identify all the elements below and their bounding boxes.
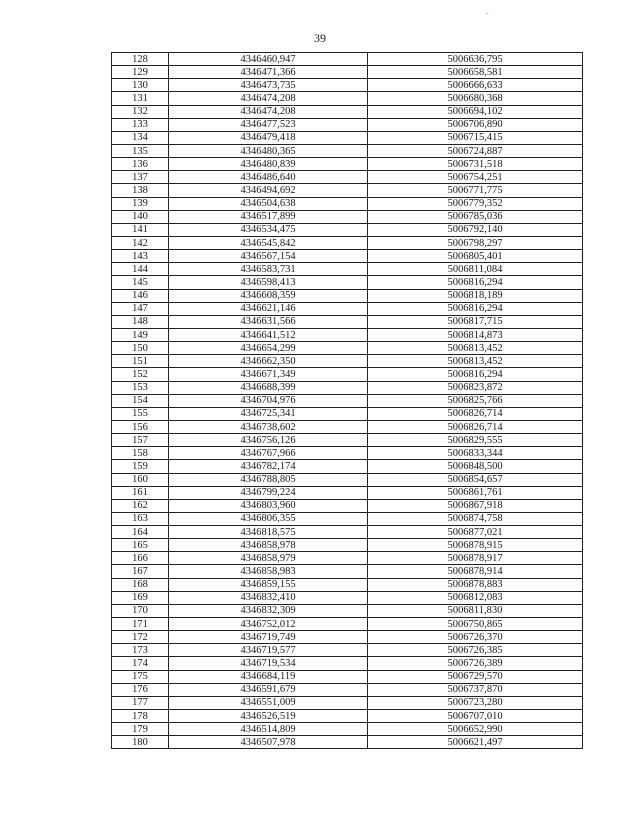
table-row — [112, 420, 583, 433]
y-coordinate-cell: 5006826,714 — [368, 420, 583, 433]
table-row — [112, 223, 583, 236]
y-coordinate-cell: 5006723,280 — [368, 696, 583, 709]
table-row — [112, 144, 583, 157]
point-number-cell: 165 — [112, 539, 169, 552]
y-coordinate-cell: 5006726,389 — [368, 657, 583, 670]
y-coordinate-cell: 5006823,872 — [368, 381, 583, 394]
table-row — [112, 197, 583, 210]
x-coordinate-cell: 4346551,009 — [169, 696, 368, 709]
y-coordinate-cell: 5006636,795 — [368, 53, 583, 66]
page-number: 39 — [314, 31, 326, 45]
point-number-cell: 169 — [112, 591, 169, 604]
x-coordinate-cell: 4346567,154 — [169, 250, 368, 263]
table-row — [112, 460, 583, 473]
x-coordinate-cell: 4346767,966 — [169, 447, 368, 460]
point-number-cell: 148 — [112, 315, 169, 328]
table-row — [112, 565, 583, 578]
point-number-cell: 149 — [112, 328, 169, 341]
y-coordinate-cell: 5006792,140 — [368, 223, 583, 236]
x-coordinate-cell: 4346704,976 — [169, 394, 368, 407]
point-number-cell: 173 — [112, 644, 169, 657]
point-number-cell: 137 — [112, 171, 169, 184]
table-row — [112, 79, 583, 92]
x-coordinate-cell: 4346832,410 — [169, 591, 368, 604]
y-coordinate-cell: 5006750,865 — [368, 618, 583, 631]
table-row — [112, 604, 583, 617]
y-coordinate-cell: 5006805,401 — [368, 250, 583, 263]
point-number-cell: 134 — [112, 131, 169, 144]
point-number-cell: 128 — [112, 53, 169, 66]
table-row — [112, 512, 583, 525]
table-row — [112, 486, 583, 499]
x-coordinate-cell: 4346782,174 — [169, 460, 368, 473]
table-row — [112, 657, 583, 670]
y-coordinate-cell: 5006818,189 — [368, 289, 583, 302]
y-coordinate-cell: 5006867,918 — [368, 499, 583, 512]
point-number-cell: 179 — [112, 723, 169, 736]
point-number-cell: 146 — [112, 289, 169, 302]
table-row — [112, 368, 583, 381]
x-coordinate-cell: 4346480,839 — [169, 158, 368, 171]
x-coordinate-cell: 4346858,978 — [169, 539, 368, 552]
y-coordinate-cell: 5006621,497 — [368, 736, 583, 749]
point-number-cell: 151 — [112, 355, 169, 368]
table-row — [112, 631, 583, 644]
y-coordinate-cell: 5006833,344 — [368, 447, 583, 460]
table-row — [112, 302, 583, 315]
table-row — [112, 184, 583, 197]
point-number-cell: 140 — [112, 210, 169, 223]
point-number-cell: 170 — [112, 604, 169, 617]
table-row — [112, 670, 583, 683]
y-coordinate-cell: 5006816,294 — [368, 276, 583, 289]
point-number-cell: 155 — [112, 407, 169, 420]
y-coordinate-cell: 5006854,657 — [368, 473, 583, 486]
coordinates-table — [111, 52, 583, 749]
x-coordinate-cell: 4346688,399 — [169, 381, 368, 394]
x-coordinate-cell: 4346471,366 — [169, 66, 368, 79]
x-coordinate-cell: 4346752,012 — [169, 618, 368, 631]
point-number-cell: 158 — [112, 447, 169, 460]
table-row — [112, 434, 583, 447]
point-number-cell: 135 — [112, 144, 169, 157]
y-coordinate-cell: 5006874,758 — [368, 512, 583, 525]
table-row — [112, 526, 583, 539]
table-row — [112, 276, 583, 289]
x-coordinate-cell: 4346598,413 — [169, 276, 368, 289]
y-coordinate-cell: 5006726,370 — [368, 631, 583, 644]
y-coordinate-cell: 5006811,830 — [368, 604, 583, 617]
x-coordinate-cell: 4346486,640 — [169, 171, 368, 184]
point-number-cell: 174 — [112, 657, 169, 670]
table-row — [112, 328, 583, 341]
table-row — [112, 473, 583, 486]
x-coordinate-cell: 4346608,359 — [169, 289, 368, 302]
y-coordinate-cell: 5006771,775 — [368, 184, 583, 197]
table-row — [112, 644, 583, 657]
x-coordinate-cell: 4346460,947 — [169, 53, 368, 66]
y-coordinate-cell: 5006829,555 — [368, 434, 583, 447]
y-coordinate-cell: 5006812,083 — [368, 591, 583, 604]
point-number-cell: 139 — [112, 197, 169, 210]
point-number-cell: 163 — [112, 512, 169, 525]
x-coordinate-cell: 4346514,809 — [169, 723, 368, 736]
table-row — [112, 683, 583, 696]
table-row — [112, 263, 583, 276]
table-row — [112, 53, 583, 66]
point-number-cell: 162 — [112, 499, 169, 512]
x-coordinate-cell: 4346641,512 — [169, 328, 368, 341]
y-coordinate-cell: 5006817,715 — [368, 315, 583, 328]
y-coordinate-cell: 5006816,294 — [368, 368, 583, 381]
y-coordinate-cell: 5006715,415 — [368, 131, 583, 144]
table-row — [112, 407, 583, 420]
point-number-cell: 177 — [112, 696, 169, 709]
y-coordinate-cell: 5006754,251 — [368, 171, 583, 184]
point-number-cell: 168 — [112, 578, 169, 591]
x-coordinate-cell: 4346621,146 — [169, 302, 368, 315]
y-coordinate-cell: 5006724,887 — [368, 144, 583, 157]
y-coordinate-cell: 5006813,452 — [368, 355, 583, 368]
point-number-cell: 132 — [112, 105, 169, 118]
y-coordinate-cell: 5006652,990 — [368, 723, 583, 736]
x-coordinate-cell: 4346818,575 — [169, 526, 368, 539]
y-coordinate-cell: 5006666,633 — [368, 79, 583, 92]
x-coordinate-cell: 4346504,638 — [169, 197, 368, 210]
point-number-cell: 131 — [112, 92, 169, 105]
table-row — [112, 66, 583, 79]
table-row — [112, 591, 583, 604]
x-coordinate-cell: 4346799,224 — [169, 486, 368, 499]
table-row — [112, 289, 583, 302]
y-coordinate-cell: 5006706,890 — [368, 118, 583, 131]
x-coordinate-cell: 4346725,341 — [169, 407, 368, 420]
point-number-cell: 141 — [112, 223, 169, 236]
x-coordinate-cell: 4346719,577 — [169, 644, 368, 657]
point-number-cell: 171 — [112, 618, 169, 631]
x-coordinate-cell: 4346858,983 — [169, 565, 368, 578]
x-coordinate-cell: 4346859,155 — [169, 578, 368, 591]
point-number-cell: 178 — [112, 710, 169, 723]
y-coordinate-cell: 5006707,010 — [368, 710, 583, 723]
table-row — [112, 342, 583, 355]
table-row — [112, 578, 583, 591]
table-row — [112, 736, 583, 749]
x-coordinate-cell: 4346507,978 — [169, 736, 368, 749]
x-coordinate-cell: 4346583,731 — [169, 263, 368, 276]
table-row — [112, 696, 583, 709]
x-coordinate-cell: 4346473,735 — [169, 79, 368, 92]
y-coordinate-cell: 5006785,036 — [368, 210, 583, 223]
x-coordinate-cell: 4346591,679 — [169, 683, 368, 696]
x-coordinate-cell: 4346684,119 — [169, 670, 368, 683]
table-row — [112, 447, 583, 460]
point-number-cell: 157 — [112, 434, 169, 447]
x-coordinate-cell: 4346479,418 — [169, 131, 368, 144]
y-coordinate-cell: 5006737,870 — [368, 683, 583, 696]
table-row — [112, 92, 583, 105]
point-number-cell: 144 — [112, 263, 169, 276]
table-row — [112, 105, 583, 118]
y-coordinate-cell: 5006861,761 — [368, 486, 583, 499]
table-row — [112, 394, 583, 407]
x-coordinate-cell: 4346494,692 — [169, 184, 368, 197]
table-row — [112, 210, 583, 223]
point-number-cell: 154 — [112, 394, 169, 407]
table-row — [112, 539, 583, 552]
point-number-cell: 159 — [112, 460, 169, 473]
x-coordinate-cell: 4346803,960 — [169, 499, 368, 512]
point-number-cell: 138 — [112, 184, 169, 197]
point-number-cell: 172 — [112, 631, 169, 644]
x-coordinate-cell: 4346719,749 — [169, 631, 368, 644]
point-number-cell: 130 — [112, 79, 169, 92]
x-coordinate-cell: 4346858,979 — [169, 552, 368, 565]
point-number-cell: 166 — [112, 552, 169, 565]
point-number-cell: 180 — [112, 736, 169, 749]
point-number-cell: 147 — [112, 302, 169, 315]
x-coordinate-cell: 4346738,602 — [169, 420, 368, 433]
y-coordinate-cell: 5006825,766 — [368, 394, 583, 407]
corner-mark: - — [486, 9, 489, 18]
x-coordinate-cell: 4346480,365 — [169, 144, 368, 157]
point-number-cell: 175 — [112, 670, 169, 683]
x-coordinate-cell: 4346832,309 — [169, 604, 368, 617]
point-number-cell: 145 — [112, 276, 169, 289]
point-number-cell: 167 — [112, 565, 169, 578]
x-coordinate-cell: 4346654,299 — [169, 342, 368, 355]
x-coordinate-cell: 4346788,805 — [169, 473, 368, 486]
x-coordinate-cell: 4346517,899 — [169, 210, 368, 223]
y-coordinate-cell: 5006658,581 — [368, 66, 583, 79]
table-row — [112, 618, 583, 631]
point-number-cell: 153 — [112, 381, 169, 394]
point-number-cell: 129 — [112, 66, 169, 79]
x-coordinate-cell: 4346526,519 — [169, 710, 368, 723]
x-coordinate-cell: 4346545,842 — [169, 236, 368, 249]
point-number-cell: 176 — [112, 683, 169, 696]
point-number-cell: 164 — [112, 526, 169, 539]
table-row — [112, 158, 583, 171]
x-coordinate-cell: 4346534,475 — [169, 223, 368, 236]
x-coordinate-cell: 4346474,208 — [169, 92, 368, 105]
table-row — [112, 381, 583, 394]
table-row — [112, 499, 583, 512]
table-row — [112, 315, 583, 328]
x-coordinate-cell: 4346719,534 — [169, 657, 368, 670]
table-row — [112, 710, 583, 723]
x-coordinate-cell: 4346806,355 — [169, 512, 368, 525]
x-coordinate-cell: 4346662,350 — [169, 355, 368, 368]
point-number-cell: 156 — [112, 420, 169, 433]
y-coordinate-cell: 5006848,500 — [368, 460, 583, 473]
y-coordinate-cell: 5006779,352 — [368, 197, 583, 210]
point-number-cell: 161 — [112, 486, 169, 499]
point-number-cell: 143 — [112, 250, 169, 263]
y-coordinate-cell: 5006878,917 — [368, 552, 583, 565]
y-coordinate-cell: 5006811,084 — [368, 263, 583, 276]
point-number-cell: 136 — [112, 158, 169, 171]
y-coordinate-cell: 5006729,570 — [368, 670, 583, 683]
y-coordinate-cell: 5006877,021 — [368, 526, 583, 539]
x-coordinate-cell: 4346631,566 — [169, 315, 368, 328]
y-coordinate-cell: 5006826,714 — [368, 407, 583, 420]
y-coordinate-cell: 5006731,518 — [368, 158, 583, 171]
y-coordinate-cell: 5006726,385 — [368, 644, 583, 657]
y-coordinate-cell: 5006814,873 — [368, 328, 583, 341]
y-coordinate-cell: 5006680,368 — [368, 92, 583, 105]
x-coordinate-cell: 4346756,126 — [169, 434, 368, 447]
y-coordinate-cell: 5006878,883 — [368, 578, 583, 591]
y-coordinate-cell: 5006878,915 — [368, 539, 583, 552]
y-coordinate-cell: 5006798,297 — [368, 236, 583, 249]
table-row — [112, 552, 583, 565]
table-row — [112, 236, 583, 249]
point-number-cell: 150 — [112, 342, 169, 355]
x-coordinate-cell: 4346671,349 — [169, 368, 368, 381]
point-number-cell: 133 — [112, 118, 169, 131]
point-number-cell: 160 — [112, 473, 169, 486]
table-row — [112, 355, 583, 368]
y-coordinate-cell: 5006878,914 — [368, 565, 583, 578]
table-row — [112, 250, 583, 263]
table-row — [112, 171, 583, 184]
table-row — [112, 723, 583, 736]
y-coordinate-cell: 5006694,102 — [368, 105, 583, 118]
y-coordinate-cell: 5006816,294 — [368, 302, 583, 315]
point-number-cell: 152 — [112, 368, 169, 381]
table-row — [112, 131, 583, 144]
x-coordinate-cell: 4346477,523 — [169, 118, 368, 131]
point-number-cell: 142 — [112, 236, 169, 249]
table-row — [112, 118, 583, 131]
coordinates-table-body — [112, 53, 583, 749]
y-coordinate-cell: 5006813,452 — [368, 342, 583, 355]
x-coordinate-cell: 4346474,208 — [169, 105, 368, 118]
